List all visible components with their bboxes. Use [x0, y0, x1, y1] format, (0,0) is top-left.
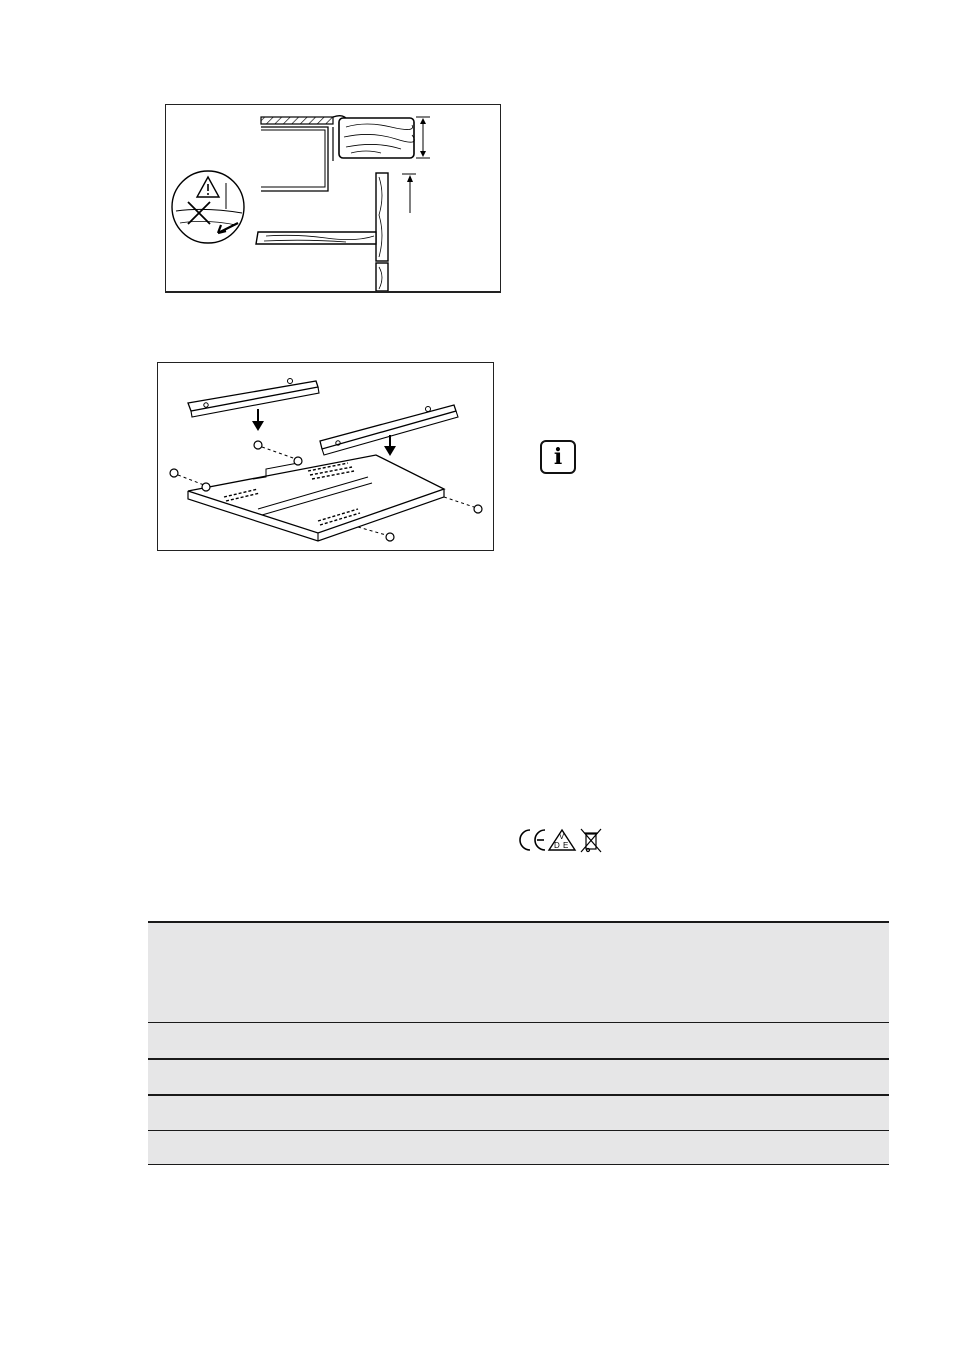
- vde-letter-v: V: [559, 832, 565, 841]
- shelf-board: [256, 232, 376, 244]
- table-row: [148, 1058, 889, 1094]
- crossed-bin-icon: [581, 829, 601, 852]
- detail-circle: [172, 171, 244, 243]
- hob-glass-plate: [261, 117, 333, 124]
- arrow-down-icon-2: [384, 446, 396, 456]
- vde-letter-e: E: [563, 841, 569, 850]
- spec-table: [148, 921, 889, 1165]
- vde-letter-d: D: [554, 841, 560, 850]
- table-row: [148, 1130, 889, 1165]
- ce-mark-icon: [520, 830, 545, 850]
- table-row: [148, 1094, 889, 1130]
- table-row: [148, 1022, 889, 1058]
- info-icon: [540, 440, 576, 474]
- frame-tray: [188, 455, 444, 533]
- arrow-down-icon: [252, 421, 264, 431]
- cabinet-side-panel: [376, 173, 388, 261]
- table-row: [148, 921, 889, 1022]
- conformity-marks: [515, 826, 615, 854]
- cross-section-drawing: [166, 105, 500, 291]
- hob-body: [261, 127, 328, 191]
- figure-support-frame: [157, 362, 494, 551]
- figure-cross-section: [165, 104, 501, 293]
- info-icon-glyph: i: [553, 444, 563, 470]
- support-frame-drawing: [158, 363, 493, 550]
